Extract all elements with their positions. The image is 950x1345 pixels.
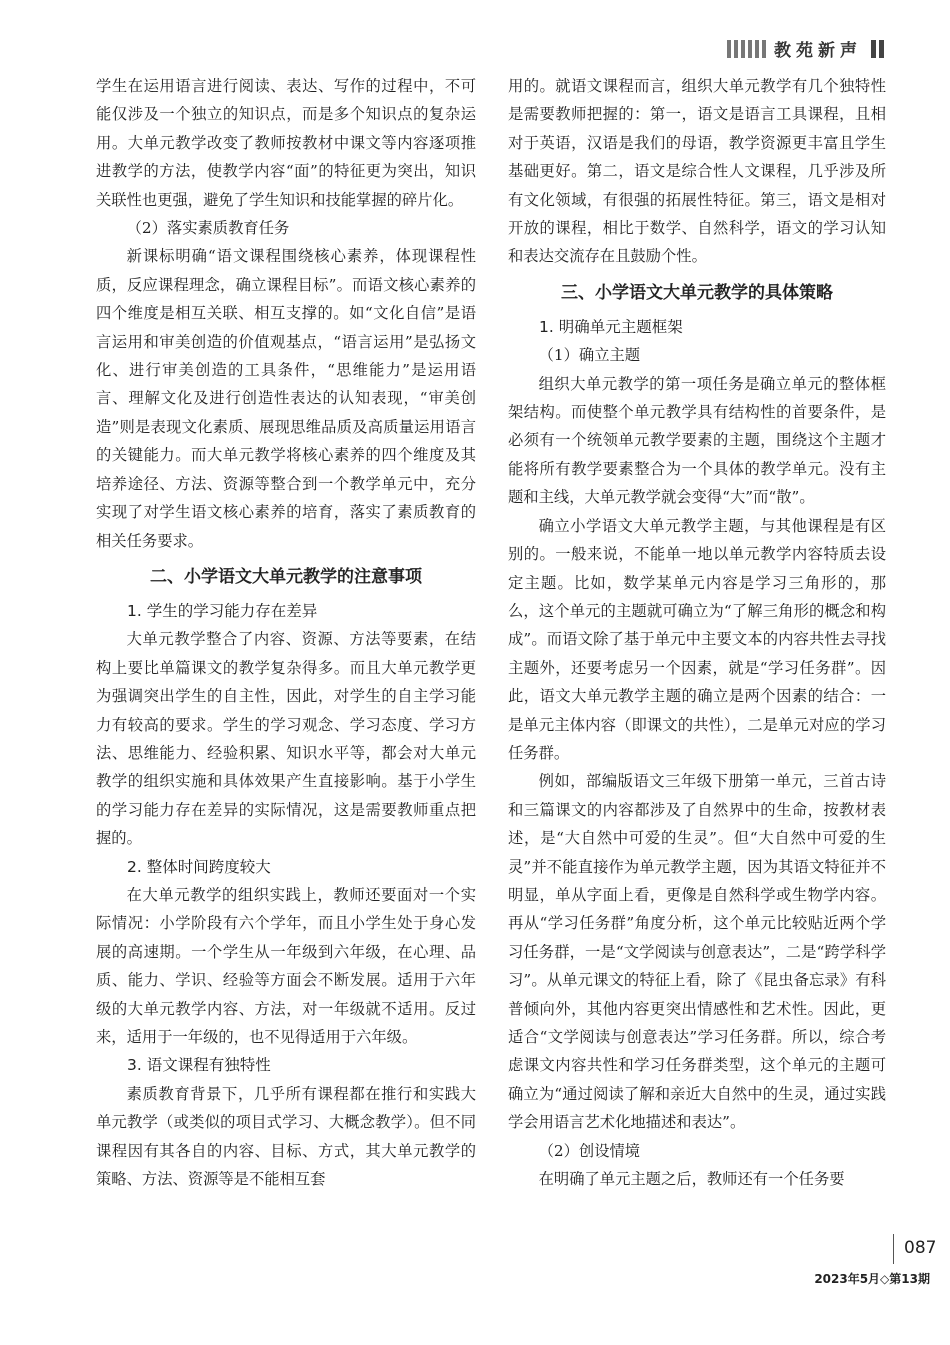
journal-section-title: 教苑新声 bbox=[774, 41, 862, 61]
paragraph: 用的。就语文课程而言，组织大单元教学有几个独特性是需要教师把握的：第一，语文是语言工具课程，且相对于英语，汉语是我们的母语，教学资源更丰富且学生基础更好。第二，语文是综合性人文课程，几乎涉及所有文化领域，有很强的拓展性特征。第三，语文是相对开放的课程，相比于数学、自然科学，语文的学习认知和表达交流存在且鼓励个性。 bbox=[508, 77, 886, 266]
right-column bbox=[508, 72, 886, 1193]
subsection-heading: （2）创设情境 bbox=[538, 1141, 641, 1160]
page-number: 087 bbox=[904, 1238, 937, 1258]
header-end-bars-decoration bbox=[868, 40, 884, 58]
subsection-heading: （2）落实素质教育任务 bbox=[126, 219, 290, 238]
subheading: 2. 整体时间跨度较大 bbox=[127, 857, 271, 876]
subheading: 1. 学生的学习能力存在差异 bbox=[127, 601, 318, 620]
paragraph: 素质教育背景下，几乎所有课程都在推行和实践大单元教学（或类似的项目式学习、大概念教学）。但不同课程因有其各自的内容、目标、方式，其大单元教学的策略、方法、资源等是不能相互套 bbox=[96, 1084, 476, 1189]
paragraph: 确立小学语文大单元教学主题，与其他课程是有区别的。一般来说，不能单一地以单元教学内容特质去设定主题。比如，数学某单元内容是学习三角形的，那么，这个单元的主题就可确立为“了解三角形的概念和构成”。而语文除了基于单元中主要文本的内容共性去寻找主题外，还要考虑另一个因素，就是“学习任务群”。因此，语文大单元教学主题的确立是两个因素的结合：一是单元主体内容（即课文的共性），二是单元对应的学习任务群。 bbox=[508, 516, 886, 762]
subheading: 1. 明确单元主题框架 bbox=[539, 317, 683, 336]
section-heading: 三、小学语文大单元教学的具体策略 bbox=[561, 282, 833, 303]
left-column bbox=[96, 72, 476, 1193]
journal-header bbox=[724, 36, 884, 61]
issue-label: 2023年5月◇第13期 bbox=[814, 1272, 930, 1286]
header-bars-decoration bbox=[724, 40, 766, 58]
paragraph: 学生在运用语言进行阅读、表达、写作的过程中，不可能仅涉及一个独立的知识点，而是多个知识点的复杂运用。大单元教学改变了教师按教材中课文等内容逐项推进教学的方法，使教学内容“面”的特征更为突出，知识关联性也更强，避免了学生知识和技能掌握的碎片化。 bbox=[96, 77, 476, 209]
paragraph: 新课标明确“语文课程围绕核心素养，体现课程性质，反应课程理念，确立课程目标”。而语文核心素养的四个维度是相互关联、相互支撑的。如“文化自信”是语言运用和审美创造的价值观基点，“语言运用”是弘扬文化、进行审美创造的工具条件，“思维能力”是运用语言、理解文化及进行创造性表达的认知表现，“审美创造”则是表现文化素质、展现思维品质及高质量运用语言的关键能力。而大单元教学将核心素养的四个维度及其培养途径、方法、资源等整合到一个教学单元中，充分实现了对学生语文核心素养的培育，落实了素质教育的相关任务要求。 bbox=[96, 247, 476, 550]
paragraph: 在明确了单元主题之后，教师还有一个任务要 bbox=[538, 1170, 845, 1189]
subsection-heading: （1）确立主题 bbox=[538, 346, 641, 365]
paragraph: 组织大单元教学的第一项任务是确立单元的整体框架结构。而使整个单元教学具有结构性的首要条件，是必须有一个统领单元教学要素的主题，围绕这个主题才能将所有教学要素整合为一个具体的教学单元。没有主题和主线，大单元教学就会变得“大”而“散”。 bbox=[508, 374, 886, 507]
paragraph: 在大单元教学的组织实践上，教师还要面对一个实际情况：小学阶段有六个学年，而且小学生处于身心发展的高速期。一个学生从一年级到六年级，在心理、品质、能力、学识、经验等方面会不断发展。适用于六年级的大单元教学内容、方法，对一年级就不适用。反过来，适用于一年级的，也不见得适用于六年级。 bbox=[96, 885, 476, 1046]
paragraph: 大单元教学整合了内容、资源、方法等要素，在结构上要比单篇课文的教学复杂得多。而且大单元教学更为强调突出学生的自主性，因此，对学生的自主学习能力有较高的要求。学生的学习观念、学习态度、学习方法、思维能力、经验积累、知识水平等，都会对大单元教学的组织实施和具体效果产生直接影响。基于小学生的学习能力存在差异的实际情况，这是需要教师重点把握的。 bbox=[96, 630, 476, 848]
section-heading: 二、小学语文大单元教学的注意事项 bbox=[150, 566, 422, 587]
paragraph: 例如，部编版语文三年级下册第一单元，三首古诗和三篇课文的内容都涉及了自然界中的生命，按教材表述，是“大自然中可爱的生灵”。但“大自然中可爱的生灵”并不能直接作为单元教学主题，因为其语文特征并不明显，单从字面上看，更像是自然科学或生物学内容。再从“学习任务群”角度分析，这个单元比较贴近两个学习任务群，一是“文学阅读与创意表达”，二是“跨学科学习”。从单元课文的特征上看，除了《昆虫备忘录》有科普倾向外，其他内容更突出情感性和艺术性。因此，更适合“文学阅读与创意表达”学习任务群。所以，综合考虑课文内容共性和学习任务群类型，这个单元的主题可确立为“通过阅读了解和亲近大自然中的生灵，通过实践学会用语言艺术化地描述和表达”。 bbox=[508, 772, 886, 1132]
subheading: 3. 语文课程有独特性 bbox=[127, 1056, 271, 1075]
